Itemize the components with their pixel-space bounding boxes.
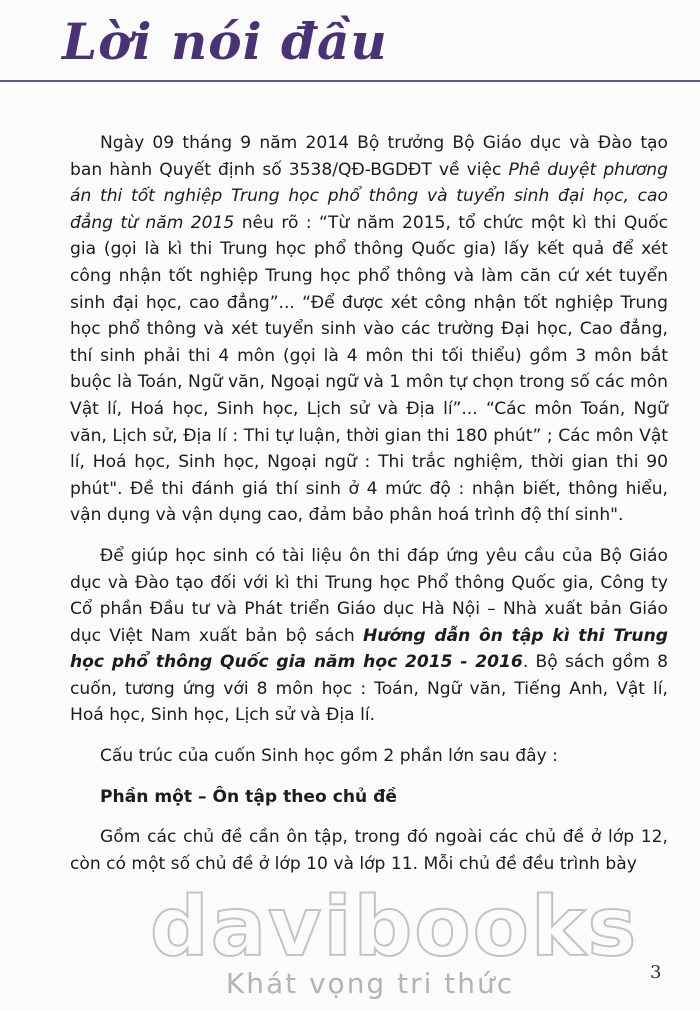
- paragraph-structure: Cấu trúc của cuốn Sinh học gồm 2 phần lớn sau đây :: [100, 746, 558, 767]
- paragraph-decision: [70, 130, 668, 529]
- paragraph-part-one: Gồm các chủ đề cần ôn tập, trong đó ngoài các chủ đề ở lớp 12, còn có một số chủ đề ở lớp 10 và lớp 11. Mỗi chủ đề đều trình bày: [70, 827, 668, 874]
- page-title: Lời nói đầu: [62, 12, 388, 71]
- text-run: Ngày 09 tháng 9 năm 2014 Bộ trưởng Bộ Giáo dục và Đào tạo ban hành Quyết định số 3538/QĐ-BGDĐT về việc: [70, 133, 668, 180]
- text-run: Hướng dẫn ôn tập kì thi Trung học phổ thông Quốc gia năm học 2015 - 2016: [70, 625, 668, 673]
- watermark: [150, 880, 639, 1000]
- text-run: . Bộ sách gồm 8 cuốn, tương ứng với 8 môn học : Toán, Ngữ văn, Tiếng Anh, Vật lí, Hoá học, Sinh học, Lịch sử và Địa lí.: [70, 652, 668, 726]
- text-run: nêu rõ : “Từ năm 2015, tổ chức một kì thi Quốc gia (gọi là kì thi Trung học phổ thông Quốc gia) lấy kết quả để xét công nhận tốt nghiệp Trung học phổ thông và làm căn cứ xét tuyển sinh đại học, cao đẳng”... “Để được xét công nhận tốt nghiệp Trung học phổ thông và xét tuyển sinh vào các trường Đại học, Cao đẳng, thí sinh phải thi 4 môn (gọi là 4 môn thi tối thiểu) gồm 3 môn bắt buộc là Toán, Ngữ văn, Ngoại ngữ và 1 môn tự chọn trong số các môn Vật lí, Hoá học, Sinh học, Lịch sử và Địa lí”... “Các môn Toán, Ngữ văn, Lịch sử, Địa lí : Thi tự luận, thời gian thi 180 phút” ; Các môn Vật lí, Hoá học, Sinh học, Ngoại ngữ : Thi trắc nghiệm, thời gian thi 90 phút". Đề thi đánh giá thí sinh ở 4 mức độ : nhận biết, thông hiểu, vận dụng và vận dụng cao, đảm bảo phân hoá trình độ thí sinh".: [70, 212, 668, 526]
- title-divider: [0, 80, 700, 82]
- body-text: [70, 130, 668, 891]
- text-run: Phê duyệt phương án thi tốt nghiệp Trung học phổ thông và tuyển sinh đại học, cao đẳng từ năm 2015: [70, 159, 668, 233]
- page-number: 3: [650, 962, 662, 983]
- watermark-logo: davibooks: [150, 880, 639, 975]
- section-heading-part-one: Phần một – Ôn tập theo chủ đề: [100, 786, 397, 807]
- watermark-slogan: Khát vọng tri thức: [225, 967, 515, 1000]
- text-run: Để giúp học sinh có tài liệu ôn thi đáp ứng yêu cầu của Bộ Giáo dục và Đào tạo đối với kì thi Trung học Phổ thông Quốc gia, Công ty Cổ phần Đầu tư và Phát triển Giáo dục Hà Nội – Nhà xuất bản Giáo dục Việt Nam xuất bản bộ sách: [70, 545, 668, 646]
- paragraph-book-series: [70, 543, 668, 729]
